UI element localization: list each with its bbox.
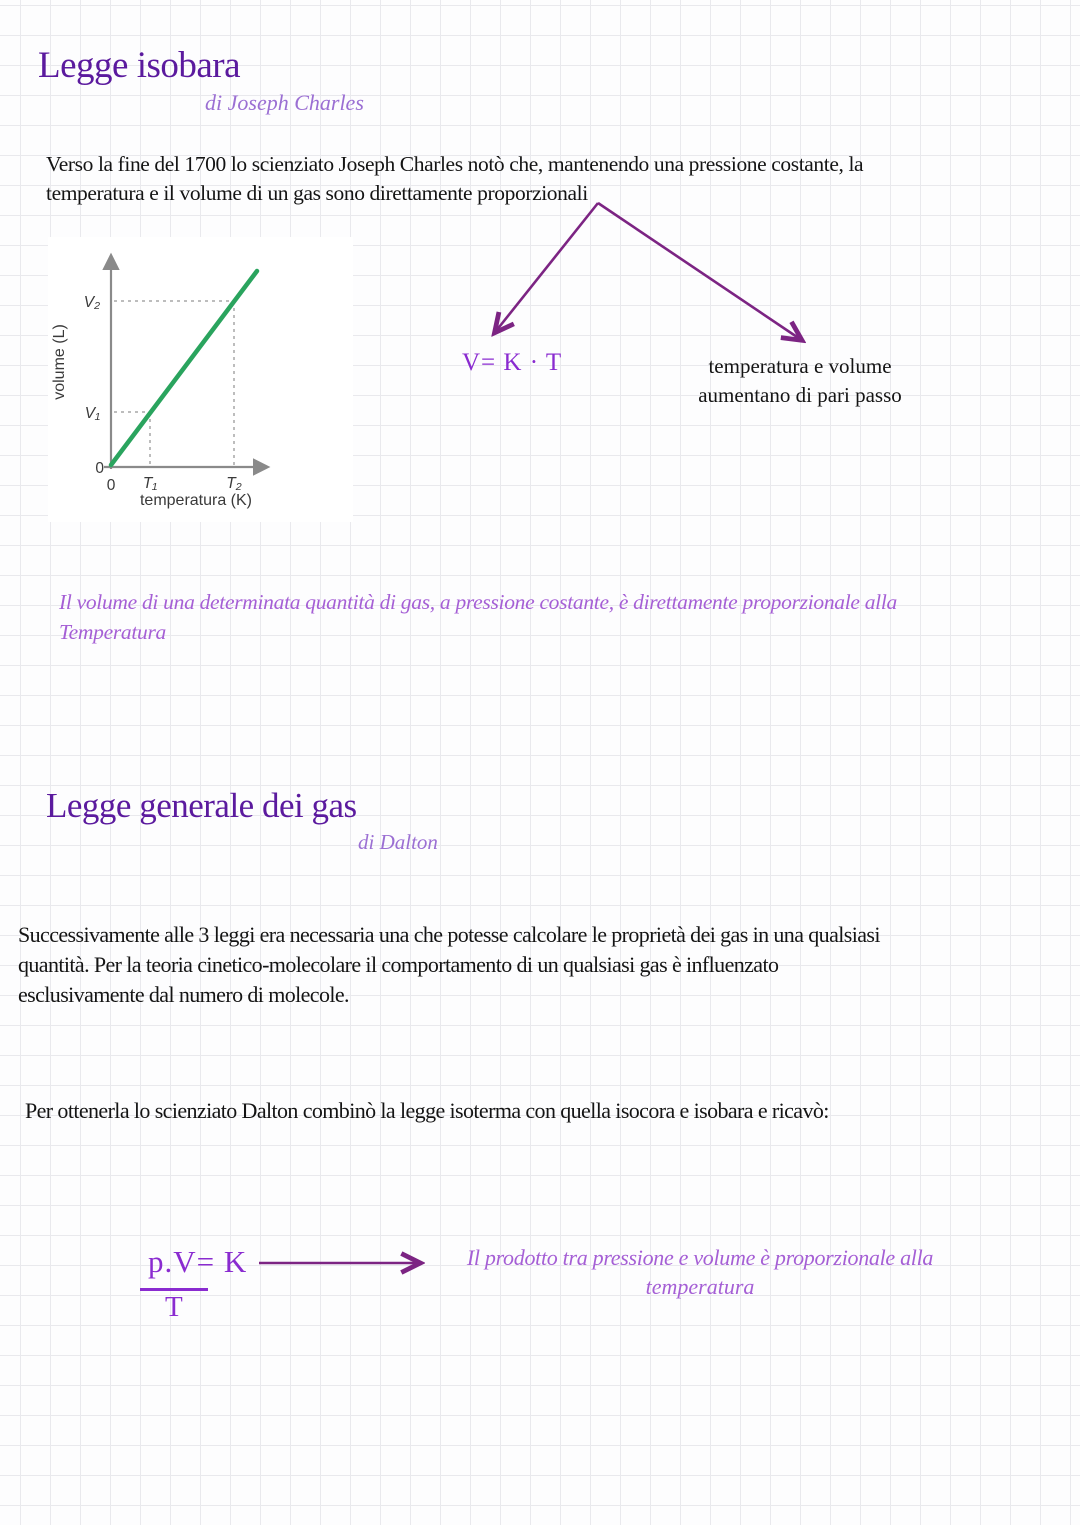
conclusion-line: temperatura	[645, 1274, 755, 1299]
arrow-to-annotation	[598, 203, 800, 339]
formula-numerator: p.V= K	[148, 1244, 248, 1279]
paragraph-line: Verso la fine del 1700 lo scienziato Joseph Charles notò che, mantenendo una pressione costante, la	[46, 152, 864, 176]
arrow-annotation	[650, 352, 950, 410]
conclusion-line: Il volume di una determinata quantità di gas, a pressione costante, è direttamente proporzionale alla	[59, 590, 897, 614]
section1-title: Legge isobara	[38, 45, 241, 86]
x-tick-t2: T₂	[226, 475, 242, 492]
paragraph-line: Per ottenerla lo scienziato Dalton combinò la legge isoterma con quella isocora e isobara e ricavò:	[25, 1098, 829, 1123]
section2-subtitle: di Dalton	[358, 830, 438, 854]
section2-conclusion	[430, 1243, 970, 1301]
section1-subtitle: di Joseph Charles	[205, 90, 364, 115]
annotation-line: aumentano di pari passo	[698, 383, 902, 407]
paragraph-line: esclusivamente dal numero di molecole.	[18, 982, 349, 1007]
paragraph-line: quantità. Per la teoria cinetico-molecolare il comportamento di un qualsiasi gas è influenzato	[18, 952, 779, 977]
x-axis-label: temperatura (K)	[139, 492, 253, 509]
section2-title: Legge generale dei gas	[46, 786, 357, 825]
isobaric-formula: V= K · T	[462, 349, 563, 376]
branch-arrows	[440, 195, 840, 365]
arrow-to-formula	[496, 203, 598, 331]
section2-paragraph	[18, 920, 880, 1010]
general-gas-law-formula	[140, 1244, 250, 1324]
volume-temperature-chart	[48, 237, 353, 522]
x-tick-zero: 0	[106, 477, 116, 494]
chart-svg	[48, 237, 353, 522]
formula-denominator: T	[165, 1291, 183, 1323]
conclusion-line: Temperatura	[59, 620, 167, 644]
formula-arrow	[256, 1250, 436, 1278]
y-tick-v1: V₁	[84, 405, 100, 422]
y-tick-zero: 0	[95, 460, 104, 477]
y-axis-label: volume (L)	[51, 324, 68, 400]
annotation-line: temperatura e volume	[708, 354, 892, 378]
section2-lead-in	[25, 1096, 829, 1126]
y-tick-v2: V₂	[83, 294, 100, 311]
paragraph-line: Successivamente alle 3 leggi era necessaria una che potesse calcolare le proprietà dei gas in una qualsiasi	[18, 922, 880, 947]
x-tick-t1: T₁	[142, 475, 158, 492]
conclusion-line: Il prodotto tra pressione e volume è proporzionale alla	[466, 1245, 934, 1270]
paragraph-line: temperatura e il volume di un gas sono direttamente proporzionali	[46, 181, 588, 205]
section1-conclusion	[59, 587, 897, 647]
